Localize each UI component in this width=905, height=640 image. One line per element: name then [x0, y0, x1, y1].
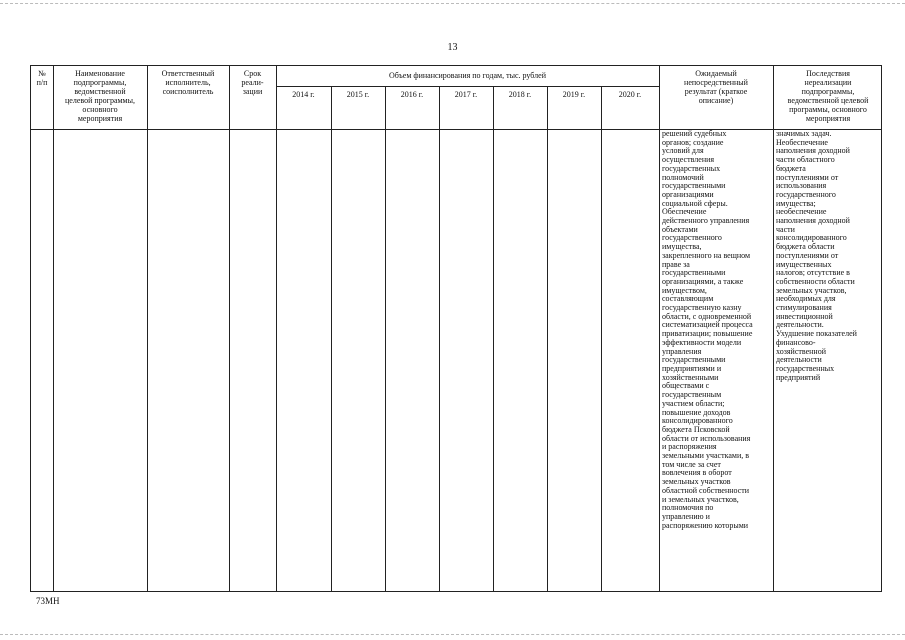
- year-header: 2019 г.: [562, 90, 586, 99]
- col-divider: [53, 66, 54, 591]
- year-col-divider: [601, 86, 602, 591]
- col-divider: [659, 66, 660, 591]
- header-num: № п/п: [36, 69, 48, 87]
- year-col-divider: [385, 86, 386, 591]
- funding-subheader-line: [276, 86, 659, 87]
- year-col-divider: [547, 86, 548, 591]
- page-number: 13: [447, 42, 458, 53]
- year-header: 2020 г.: [618, 90, 642, 99]
- year-header: 2017 г.: [454, 90, 478, 99]
- program-table: [30, 65, 882, 592]
- footer-code: 73МН: [36, 596, 60, 606]
- col-divider: [276, 66, 277, 591]
- year-col-divider: [493, 86, 494, 591]
- bottom-edge-line: [0, 634, 905, 635]
- header-name: Наименование подпрограммы, ведомственной целевой программы, основного мероприятия: [65, 69, 135, 123]
- result-cell-text: решений судебных органов; создание условий для осуществления государственных полномочий государственными организациями социальной сферы. Обеспечение действенного управления объектами государственного имущества, закрепленного на вещном праве за государственными организациями, а также имуществом, составляющим государственную казну области, с одновременной систематизацией процесса приватизации; повышение эффективности модели управления государственными предприятиями и хозяйственными обществами с государственным участием области; повышение доходов консолидированного бюджета Псковской области от использования и распоряжения земельными участками, в том числе за счет вовлечения в оборот земельных участков областной собственности и земельных участков, полномочия по управлению и распоряжению которыми: [662, 129, 753, 530]
- year-col-divider: [439, 86, 440, 591]
- col-divider: [147, 66, 148, 591]
- header-result: Ожидаемый непосредственный результат (краткое описание): [684, 69, 748, 105]
- year-col-divider: [331, 86, 332, 591]
- top-edge-line: [0, 3, 905, 4]
- header-funding: Объем финансирования по годам, тыс. рублей: [389, 71, 546, 80]
- year-header: 2018 г.: [508, 90, 532, 99]
- year-header: 2016 г.: [400, 90, 424, 99]
- header-executor: Ответственный исполнитель, соисполнитель: [161, 69, 215, 96]
- year-header: 2014 г.: [292, 90, 315, 99]
- header-consequences: Последствия нереализации подпрограммы, ведомственной целевой программы, основного мероприятия: [787, 69, 869, 123]
- col-divider: [229, 66, 230, 591]
- consequences-cell-text: значимых задач. Необеспечение наполнения доходной части областного бюджета поступлениями от использования государственного имущества; необеспечение наполнения доходной части консолидированного бюджета области поступлениями от имущественных налогов; отсутствие в собственности области земельных участков, необходимых для стимулирования инвестиционной деятельности. Ухудшение показателей финансово- хозяйственной деятельности государственных предприятий: [776, 129, 857, 382]
- year-header: 2015 г.: [346, 90, 370, 99]
- header-term: Срок реали- зации: [241, 69, 264, 96]
